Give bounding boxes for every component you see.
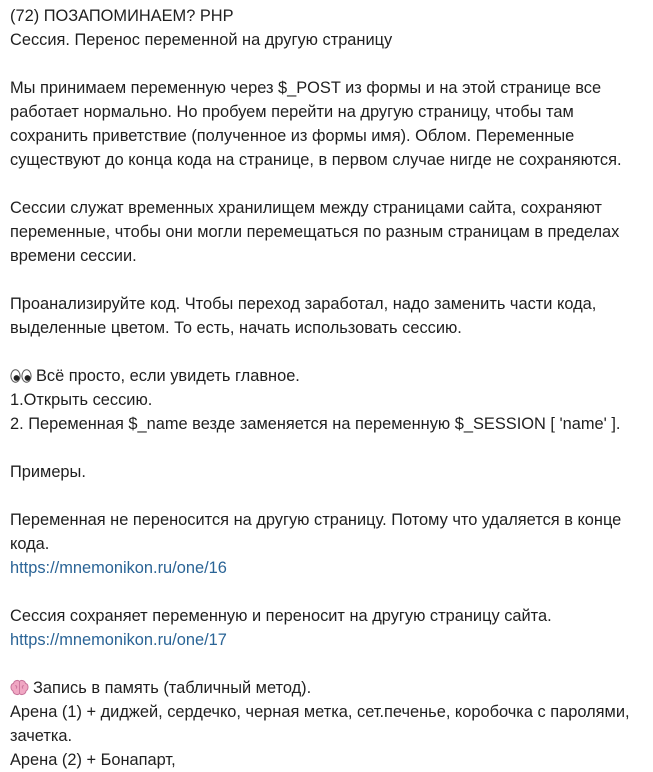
post-body [10,4,646,772]
memory-line: Арена (2) + Бонапарт, [10,751,176,769]
examples-label: Примеры. [10,463,86,481]
brain-icon [10,679,29,696]
example-1-link[interactable]: https://mnemonikon.ru/one/16 [10,559,227,577]
example-2 [10,604,646,652]
memory-lead-line [10,676,646,700]
post-title: (72) ПОЗАПОМИНАЕМ? PHP [10,7,234,25]
example-line: кода. [10,535,50,553]
post-subtitle: Сессия. Перенос переменной на другую страницу [10,31,393,49]
paragraph-line: переменные, чтобы они могли перемещаться по разным страницам в пределах [10,223,620,241]
main-idea-text: Всё просто, если увидеть главное. [36,367,300,385]
step-open-session: 1.Открыть сессию. [10,391,153,409]
memory-lead-text: Запись в память (табличный метод). [33,679,312,697]
spacer [10,340,646,364]
spacer [10,652,646,676]
spacer [10,268,646,292]
spacer [10,52,646,76]
paragraph-line: выделенные цветом. То есть, начать использовать сессию. [10,319,462,337]
spacer [10,436,646,460]
paragraph-post-variable [10,76,646,172]
paragraph-line: времени сессии. [10,247,137,265]
example-line: Сессия сохраняет переменную и переносит на другую страницу сайта. [10,607,552,625]
paragraph-sessions [10,196,646,268]
memory-line: Арена (1) + диджей, сердечко, черная метка, сет.печенье, коробочка с паролями, [10,703,630,721]
paragraph-line: Сессии служат временных хранилищем между страницами сайта, сохраняют [10,199,602,217]
paragraph-line: работает нормально. Но пробуем перейти на другую страницу, чтобы там [10,103,574,121]
step-replace-variable: 2. Переменная $_name везде заменяется на переменную $_SESSION [ 'name' ]. [10,415,621,433]
example-link-wrap [10,556,646,580]
spacer [10,484,646,508]
example-line: Переменная не переносится на другую страницу. Потому что удаляется в конце [10,511,622,529]
spacer [10,172,646,196]
paragraph-analyze [10,292,646,340]
example-2-link[interactable]: https://mnemonikon.ru/one/17 [10,631,227,649]
paragraph-line: Мы принимаем переменную через $_POST из формы и на этой странице все [10,79,602,97]
eyes-icon [10,368,32,384]
memory-line: зачетка. [10,727,73,745]
paragraph-main-idea [10,364,646,436]
main-idea-line [10,364,646,388]
paragraph-line: существуют до конца кода на странице, в первом случае нигде не сохраняются. [10,151,622,169]
memory-section [10,676,646,772]
paragraph-line: Проанализируйте код. Чтобы переход заработал, надо заменить части кода, [10,295,597,313]
example-1 [10,508,646,580]
paragraph-line: сохранить приветствие (полученное из формы имя). Облом. Переменные [10,127,575,145]
spacer [10,580,646,604]
example-link-wrap [10,628,646,652]
